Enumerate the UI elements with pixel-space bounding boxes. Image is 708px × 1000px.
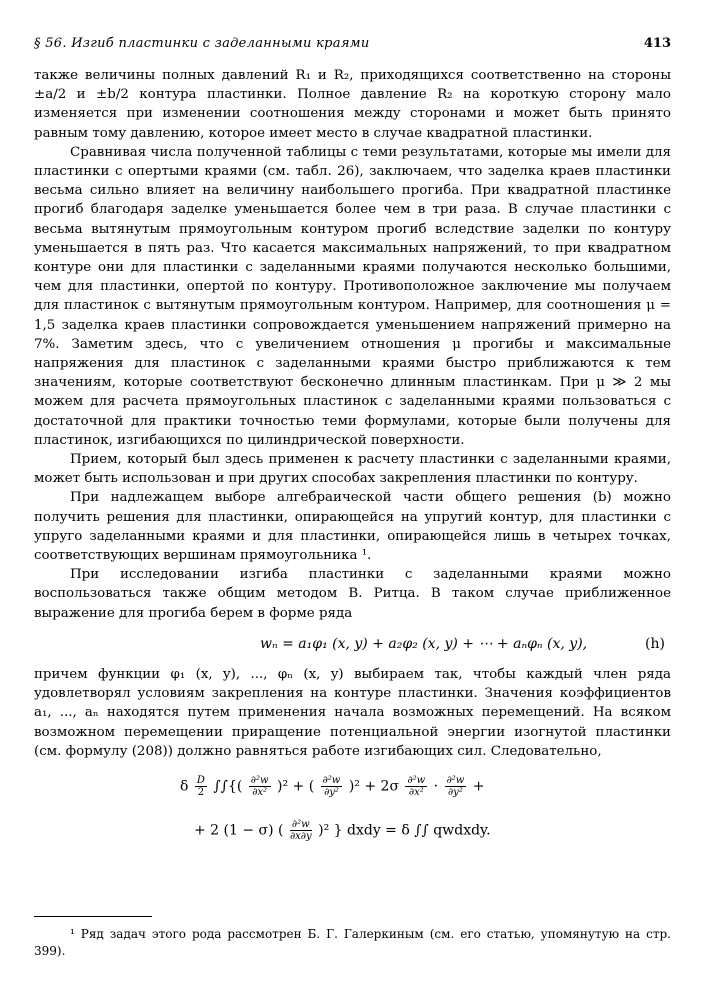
d2w-dx2: $\frac{\text{∂²w}}{\text{∂x²}}$: [250, 774, 269, 798]
body-text: [34, 66, 671, 865]
paragraph-4: При надлежащем выборе алгебраической части общего решения (b) можно получить решения для пластинки, опирающейся на упругий контур, для пластинки с упруго заделанными краями и для пластинки, опирающейся лишь в четырех точках, соответствующих вершинам прямоугольника ¹.: [34, 490, 671, 564]
footnote: ¹ Ряд задач этого рода рассмотрен Б. Г. Галеркиным (см. его статью, упомянутую на стр. 399).: [34, 927, 671, 958]
d-over-2: $\frac{D}{2}$: [196, 774, 205, 798]
paragraph-1: также величины полных давлений R₁ и R₂, приходящихся соответственно на стороны ±a/2 и ±b/2 контура пластинки. Полное давление R₂ на короткую сторону мало изменяется при изменении соотношения между сторонами и может быть принято равным тому давлению, которое имеет место в случае квадратной пластинки.: [34, 68, 671, 141]
paragraph-3: Прием, который был здесь применен к расчету пластинки с заделанными краями, может быть использован и при других способах закрепления пластинки по контуру.: [34, 452, 671, 487]
energy-equation: [34, 761, 671, 865]
footnote-rule: [34, 916, 152, 917]
energy-equation-line-1: δ $\frac{D}{2}$ ∫∫{( $\frac{\text{∂²w}}{\text{∂x²}}$ )² + ( $\frac{\text{∂²w}}{\text{∂y²}}$ )² + 2σ $\frac{\text{∂²w}}{\text{∂x²}}$ · $\frac{\text{∂²w}}{\text{∂y²}}$ +: [180, 774, 485, 798]
d2w-dy2: $\frac{\text{∂²w}}{\text{∂y²}}$: [322, 774, 341, 798]
equation-h-rhs: = a₁φ₁ (x, y) + a₂φ₂ (x, y) + ⋯ + aₙφₙ (x, y),: [282, 635, 588, 652]
d2w-dxdy: $\frac{\text{∂²w}}{\partial x\partial y}$: [289, 818, 312, 842]
d2w-dy2-b: $\frac{\text{∂²w}}{\text{∂y²}}$: [446, 774, 465, 798]
page-number: 413: [643, 36, 671, 51]
section-title: § 56. Изгиб пластинки с заделанными краями: [34, 36, 370, 51]
equation-h: [34, 623, 671, 665]
d2w-dx2-b: $\frac{\text{∂²w}}{\text{∂x²}}$: [407, 774, 426, 798]
paragraph-6: причем функции φ₁ (x, y), ..., φₙ (x, y) выбираем так, чтобы каждый член ряда удовлетворял условиям закрепления на контуре пластинки. Значения коэффициентов a₁, ..., aₙ находятся путем применения начала возможных перемещений. На всяком возможном перемещении приращение потенциальной энергии изогнутой пластинки (см. формулу (208)) должно равняться работе изгибающих сил. Следовательно,: [34, 666, 671, 759]
paragraph-5: При исследовании изгиба пластинки с заделанными краями можно воспользоваться также общим методом В. Ритца. В таком случае приближенное выражение для прогиба берем в форме ряда: [34, 567, 671, 621]
running-header: [34, 36, 671, 58]
equation-h-lhs: wₙ: [260, 635, 278, 652]
equation-h-body: [260, 635, 587, 654]
energy-equation-line-2: + 2 (1 − σ) ( $\frac{\text{∂²w}}{\partial x\partial y}$ )² } dxdy = δ ∫∫ qwdxdy.: [194, 818, 491, 842]
page: [34, 36, 671, 865]
paragraph-2: Сравнивая числа полученной таблицы с теми результатами, которые мы имели для пластинки с опертыми краями (см. табл. 26), заключаем, что заделка краев пластинки весьма сильно влияет на величину наибольшего прогиба. При квадратной пластинке прогиб благодаря заделке уменьшается более чем в три раза. В случае пластинки с весьма вытянутым прямоугольным контуром прогиб вследствие заделки по контуру уменьшается в пять раз. Что касается максимальных напряжений, то при квадратном контуре они для пластинки с заделанными краями получаются несколько большими, чем для пластинки, опертой по контуру. Противоположное заключение мы получаем для пластинок с вытянутым прямоугольным контуром. Например, для соотношения μ = 1,5 заделка краев пластинки сопровождается уменьшением напряжений примерно на 7%. Заметим здесь, что с увеличением отношения μ прогибы и максимальные напряжения для пластинок с заделанными краями быстро приближаются к тем значениям, которые соответствуют бесконечно длинным пластинкам. При μ ≫ 2 мы можем для расчета прямоугольных пластинок с заделанными краями пользоваться с достаточной для практики точностью теми формулами, которые были получены для пластинок, изгибающихся по цилиндрической поверхности.: [34, 144, 671, 448]
equation-h-label: (h): [645, 635, 665, 652]
